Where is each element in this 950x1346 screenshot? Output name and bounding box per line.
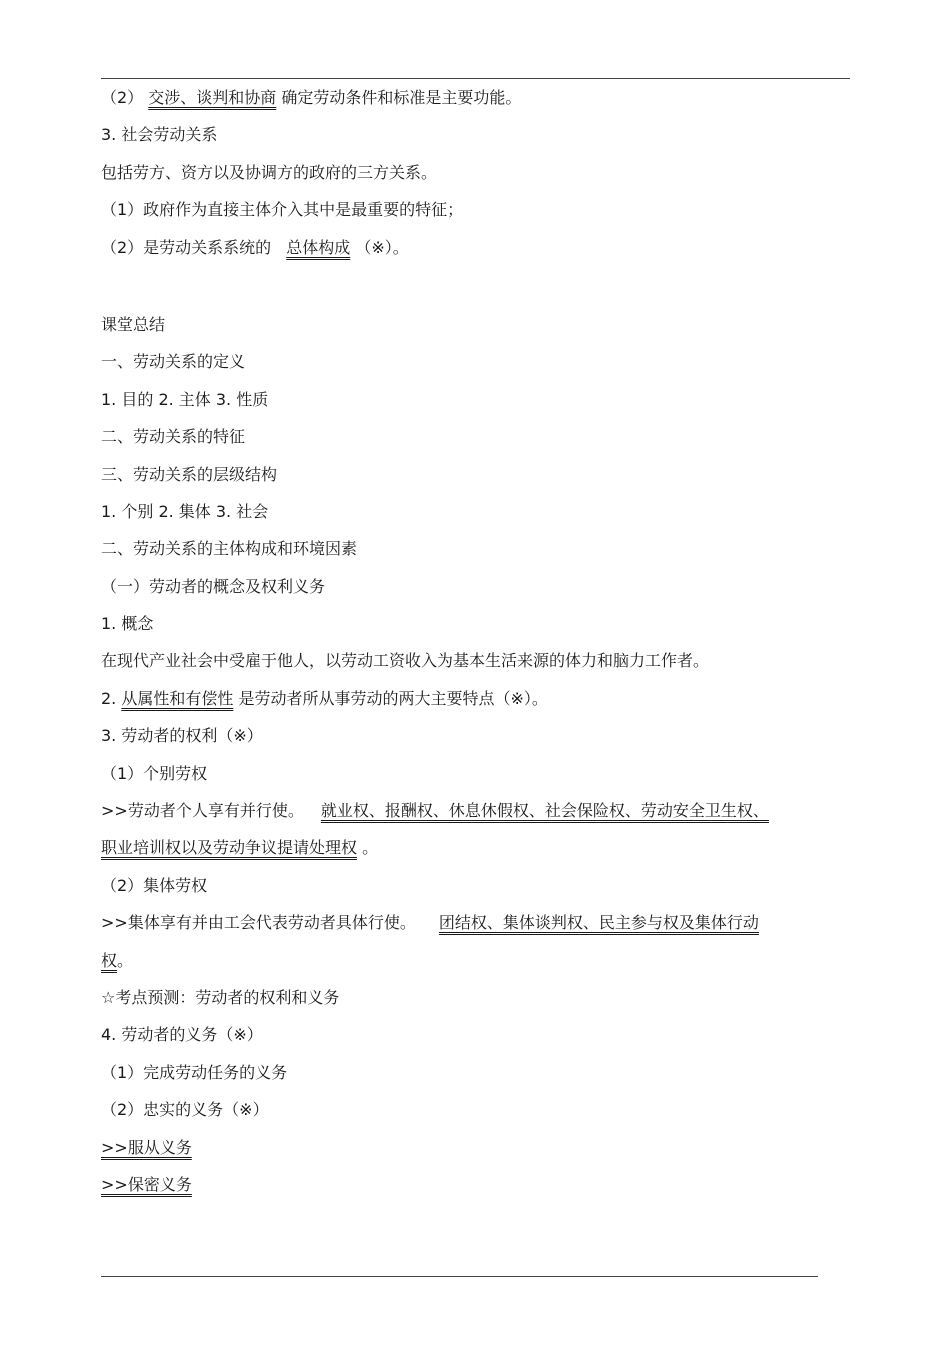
text-line: 在现代产业社会中受雇于他人，以劳动工资收入为基本生活来源的体力和脑力工作者。 [101,651,710,671]
text-segment: 2. [101,688,117,708]
text-segment: （※）。 [355,237,409,257]
text-line [101,909,849,946]
text-line: 三、劳动关系的层级结构 [101,464,278,484]
text-segment: >>劳动者个人享有并行使。 [101,801,304,821]
bottom-rule [101,1276,818,1277]
text-line: 二、劳动关系的特征 [101,427,246,447]
underlined-term: 从属性和有偿性 [121,688,234,708]
text-line [101,84,849,121]
text-line [101,685,849,722]
underlined-term: 交涉、谈判和协商 [148,88,277,107]
text-line: 一、劳动关系的定义 [101,352,246,372]
text-segment: 是劳动者所从事劳动的两大主要特点（※）。 [238,688,548,708]
text-line: 3. 劳动者的权利（※） [101,726,263,746]
underlined-term: 总体构成 [286,237,351,257]
text-segment: 确定劳动条件和标准是主要功能。 [281,88,522,107]
text-line: （1）个别劳权 [101,763,208,783]
underlined-term: >>服从义务 [101,1137,192,1157]
summary-heading: 课堂总结 [101,314,166,334]
text-line [101,1171,849,1208]
text-segment: 。 [362,838,379,858]
text-line: 1. 概念 [101,614,154,634]
spacer [101,271,849,311]
section-heading: 3. 社会劳动关系 [101,125,218,145]
underlined-term: 职业培训权以及劳动争议提请处理权 [101,838,358,858]
document-body [101,84,849,1208]
text-line: 包括劳方、资方以及协调方的政府的三方关系。 [101,162,438,182]
text-line: （2）集体劳权 [101,875,208,895]
text-segment: （2）是劳动关系系统的 [101,237,272,257]
top-rule [101,78,850,79]
text-line [101,1134,849,1171]
underlined-term: >>保密义务 [101,1174,192,1194]
text-line: 二、劳动关系的主体构成和环境因素 [101,539,358,559]
text-segment: 。 [117,950,134,970]
text-line [101,797,849,834]
text-segment: >>集体享有并由工会代表劳动者具体行使。 [101,913,416,933]
underlined-term: 团结权、集体谈判权、民主参与权及集体行动 [438,913,759,933]
text-line: 4. 劳动者的义务（※） [101,1025,263,1045]
text-line: （1）政府作为直接主体介入其中是最重要的特征； [101,200,464,220]
underlined-term: 就业权、报酬权、休息休假权、社会保险权、劳动安全卫生权、 [320,801,769,821]
text-line: 1. 个别 2. 集体 3. 社会 [101,501,269,521]
text-line [101,947,849,984]
text-line [101,234,849,271]
text-line: （2）忠实的义务（※） [101,1100,269,1120]
text-line: （一）劳动者的概念及权利义务 [101,576,326,596]
underlined-term: 权 [101,950,118,970]
text-line: ☆考点预测：劳动者的权利和义务 [101,987,340,1007]
text-segment: （2） [101,88,144,107]
text-line [101,834,849,871]
text-line: 1. 目的 2. 主体 3. 性质 [101,389,269,409]
text-line: （1）完成劳动任务的义务 [101,1062,288,1082]
